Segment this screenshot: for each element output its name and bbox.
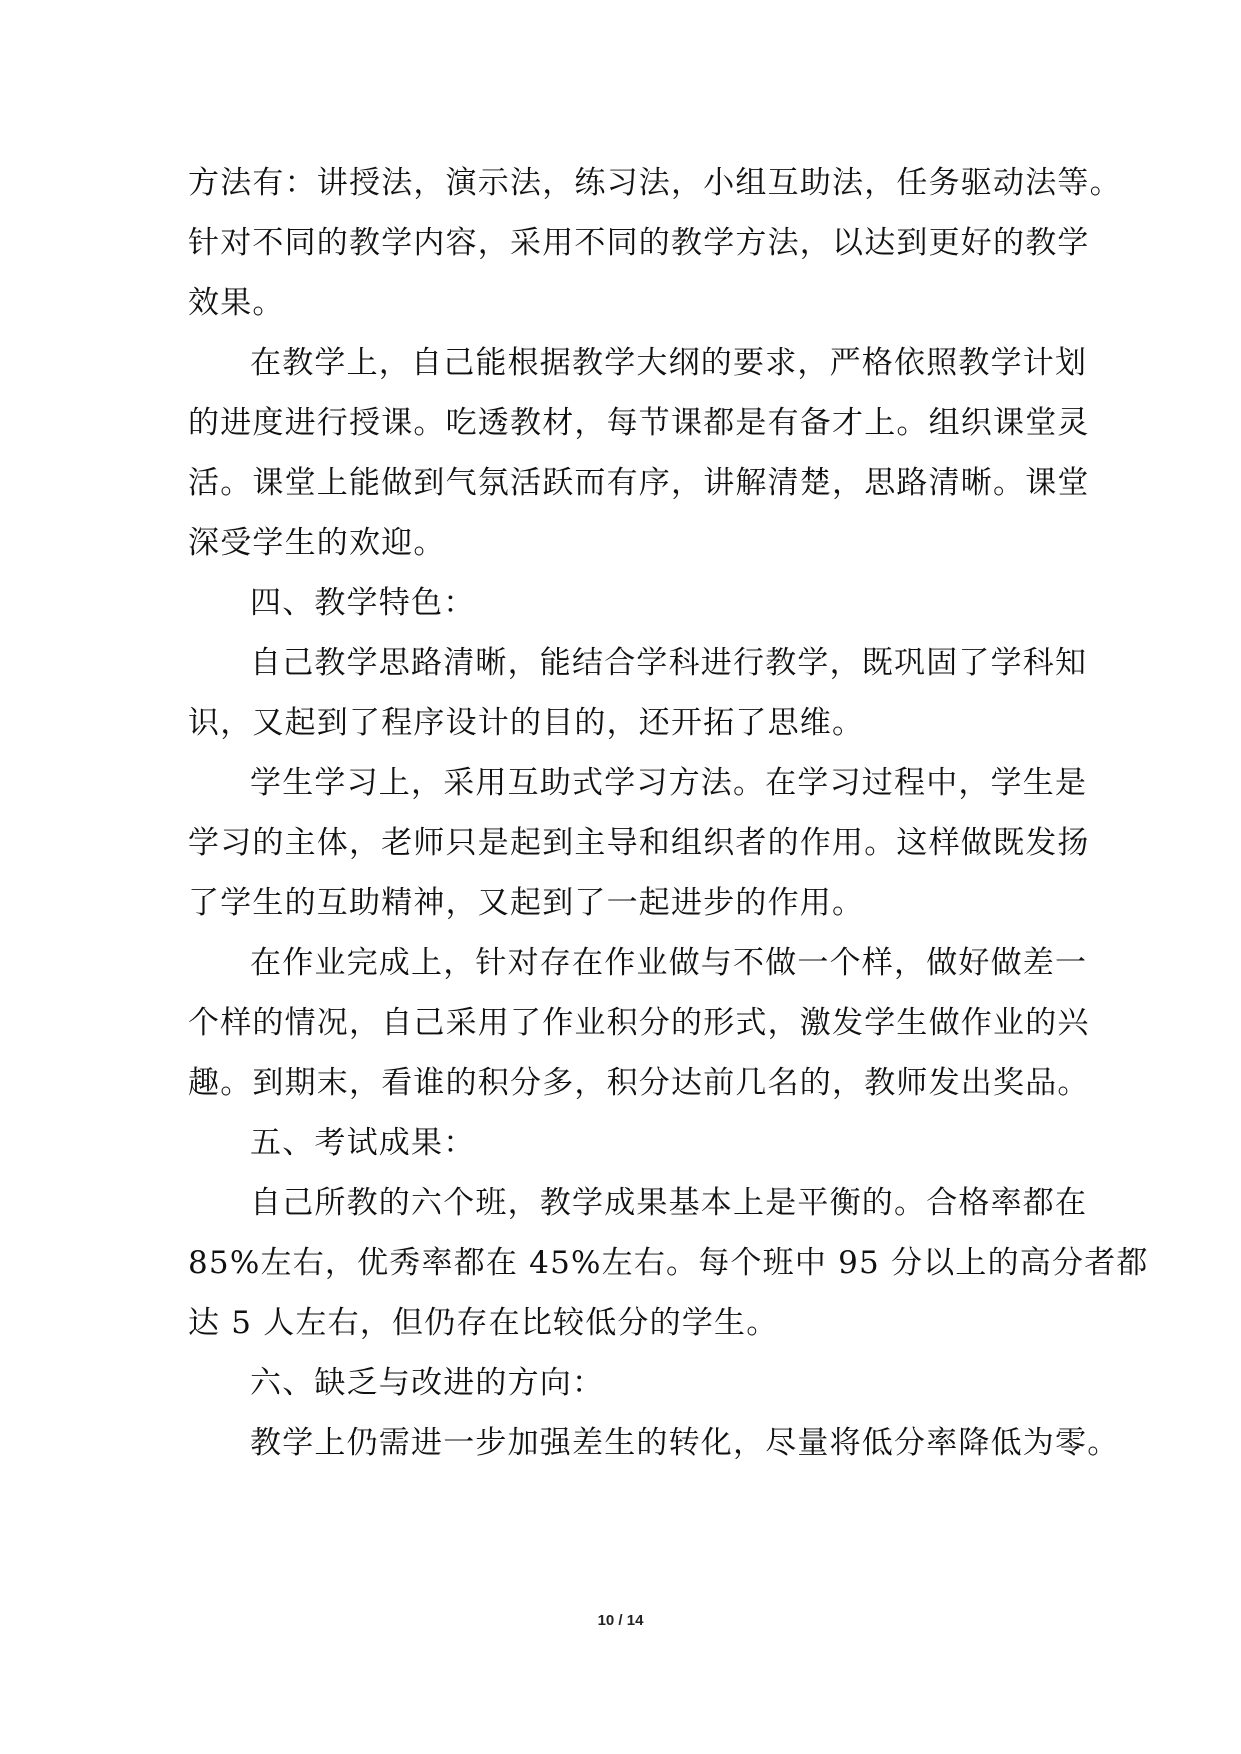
text-line: 效果。 <box>188 285 285 321</box>
section-heading-exam-results: 五、考试成果： <box>250 1125 476 1161</box>
page-number: 10 / 14 <box>597 1612 644 1629</box>
paragraph-start-line: 教学上仍需进一步加强差生的转化，尽量将低分率降低为零。 <box>250 1425 1120 1461</box>
text-line: 针对不同的教学内容，采用不同的教学方法，以达到更好的教学 <box>188 225 1090 261</box>
text-line: 的进度进行授课。吃透教材，每节课都是有备才上。组织课堂灵 <box>188 405 1090 441</box>
section-heading-teaching-features: 四、教学特色： <box>250 585 476 621</box>
text-line: 方法有：讲授法，演示法，练习法，小组互助法，任务驱动法等。 <box>188 165 1122 201</box>
text-line: 了学生的互助精神，又起到了一起进步的作用。 <box>188 885 865 921</box>
text-line: 识，又起到了程序设计的目的，还开拓了思维。 <box>188 705 865 741</box>
text-line: 趣。到期末，看谁的积分多，积分达前几名的，教师发出奖品。 <box>188 1065 1090 1101</box>
paragraph-start-line: 学生学习上，采用互助式学习方法。在学习过程中，学生是 <box>250 765 1088 801</box>
text-line: 85%左右，优秀率都在 45%左右。每个班中 95 分以上的高分者都 <box>188 1245 1149 1281</box>
text-line: 深受学生的欢迎。 <box>188 525 446 561</box>
section-heading-improvement-direction: 六、缺乏与改进的方向： <box>250 1365 605 1401</box>
text-line: 达 5 人左右，但仍存在比较低分的学生。 <box>188 1305 779 1341</box>
paragraph-start-line: 在教学上，自己能根据教学大纲的要求，严格依照教学计划 <box>250 345 1088 381</box>
paragraph-start-line: 在作业完成上，针对存在作业做与不做一个样，做好做差一 <box>250 945 1088 981</box>
text-line: 个样的情况，自己采用了作业积分的形式，激发学生做作业的兴 <box>188 1005 1090 1041</box>
document-body <box>188 153 1149 1473</box>
text-line: 活。课堂上能做到气氛活跃而有序，讲解清楚，思路清晰。课堂 <box>188 465 1090 501</box>
paragraph-start-line: 自己教学思路清晰，能结合学科进行教学，既巩固了学科知 <box>250 645 1088 681</box>
text-line: 学习的主体，老师只是起到主导和组织者的作用。这样做既发扬 <box>188 825 1090 861</box>
paragraph-start-line: 自己所教的六个班，教学成果基本上是平衡的。合格率都在 <box>250 1185 1088 1221</box>
